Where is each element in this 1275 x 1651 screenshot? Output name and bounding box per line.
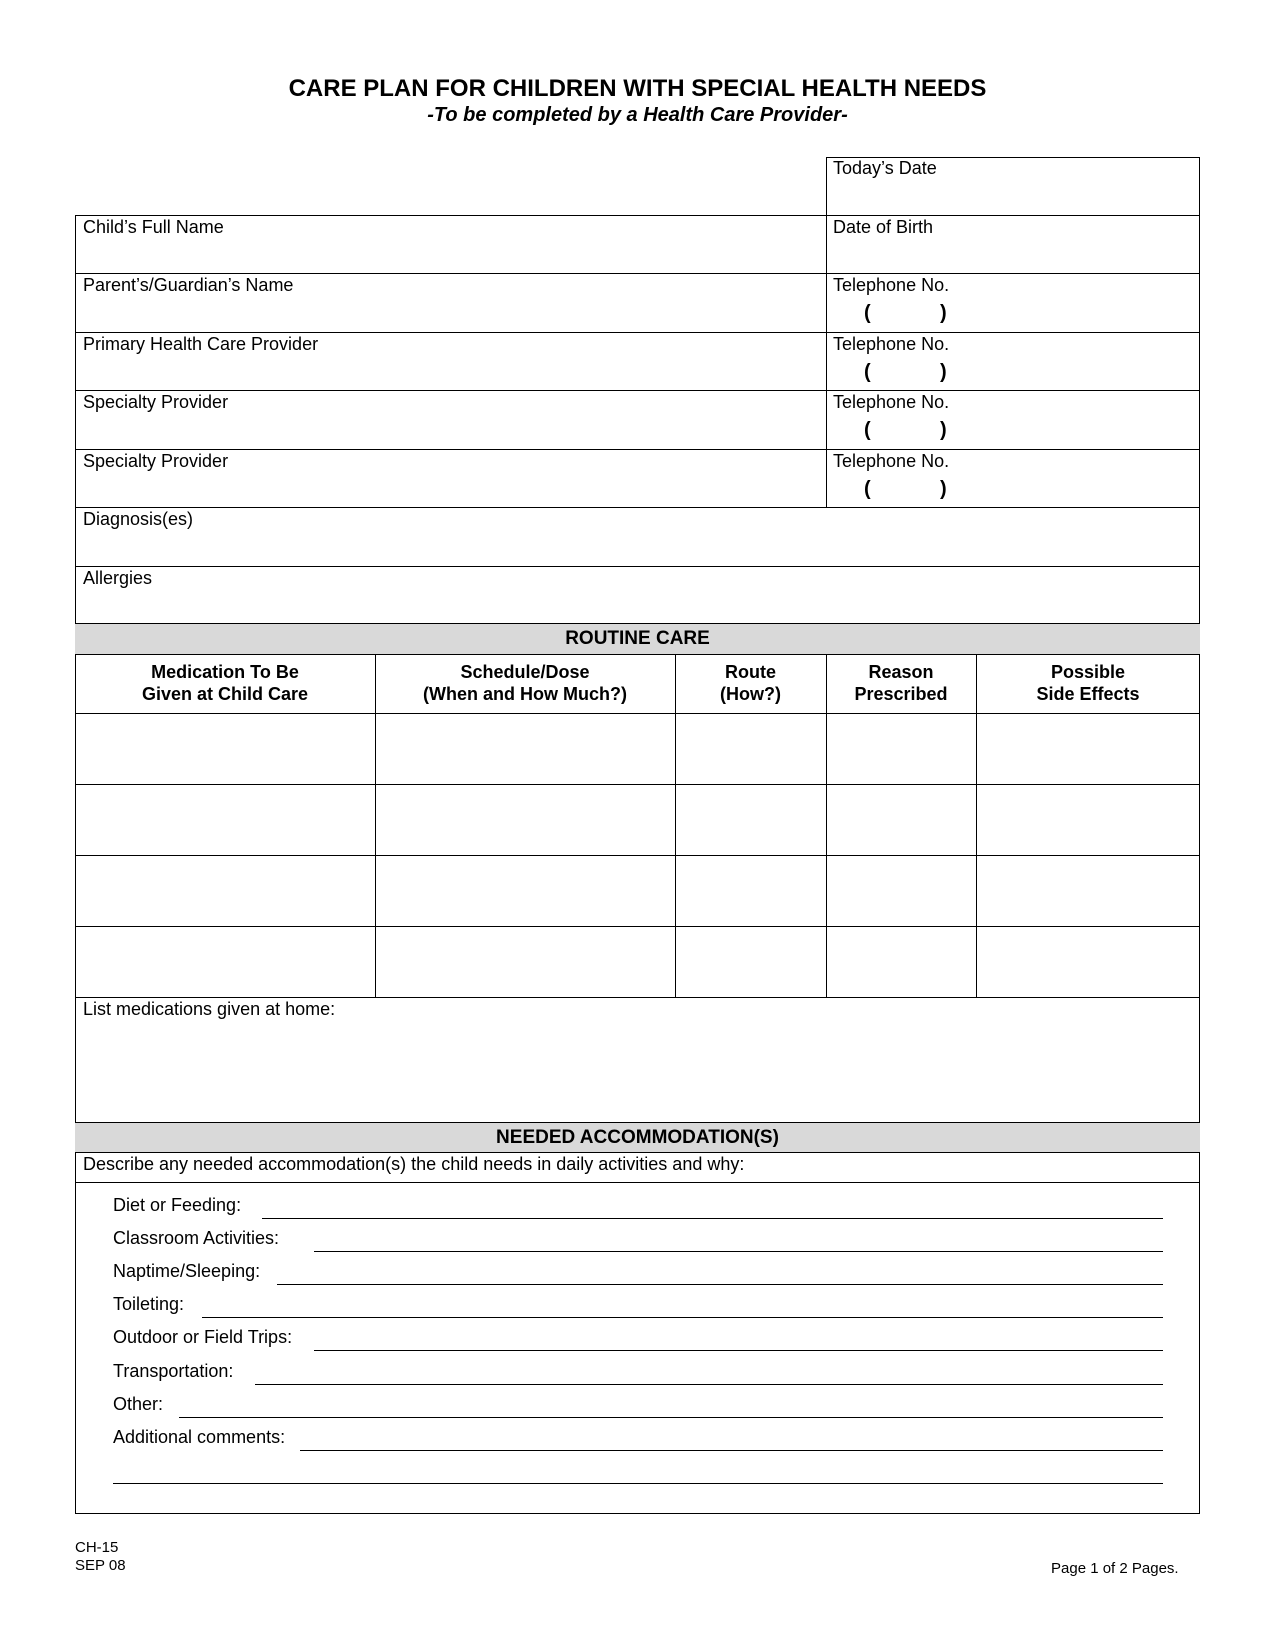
paren-open: ( bbox=[864, 419, 871, 441]
accommodations-intro: Describe any needed accommodation(s) the child needs in daily activities and why: bbox=[83, 1154, 745, 1174]
medication-table bbox=[75, 654, 1200, 998]
paren-close: ) bbox=[940, 361, 947, 383]
paren-open: ( bbox=[864, 302, 871, 324]
classroom-activities-line[interactable] bbox=[314, 1251, 1163, 1252]
table-divider bbox=[375, 654, 376, 998]
paren-open: ( bbox=[864, 361, 871, 383]
other-label: Other: bbox=[113, 1394, 164, 1414]
form-title: CARE PLAN FOR CHILDREN WITH SPECIAL HEALTH NEEDS bbox=[288, 75, 987, 102]
specialty-provider-2-telephone-label: Telephone No. bbox=[833, 451, 950, 471]
intro-divider bbox=[75, 1182, 1200, 1183]
outdoor-field-trips-line[interactable] bbox=[314, 1350, 1163, 1351]
diagnoses-field[interactable]: Diagnosis(es) bbox=[83, 509, 194, 529]
diet-feeding-line[interactable] bbox=[262, 1218, 1163, 1219]
additional-comments-line[interactable] bbox=[300, 1450, 1163, 1451]
primary-provider-telephone-label: Telephone No. bbox=[833, 334, 950, 354]
table-divider bbox=[675, 654, 676, 998]
naptime-sleeping-line[interactable] bbox=[277, 1284, 1163, 1285]
childs-name-field[interactable]: Child’s Full Name bbox=[83, 217, 224, 237]
diet-feeding-label: Diet or Feeding: bbox=[113, 1195, 242, 1215]
grid-divider bbox=[826, 215, 827, 507]
additional-comments-line-2[interactable] bbox=[113, 1483, 1163, 1484]
other-line[interactable] bbox=[179, 1417, 1163, 1418]
grid-line bbox=[75, 566, 1200, 567]
classroom-activities-label: Classroom Activities: bbox=[113, 1228, 280, 1248]
table-divider bbox=[976, 654, 977, 998]
paren-close: ) bbox=[940, 478, 947, 500]
grid-line bbox=[75, 449, 1200, 450]
column-header-reason: Reason Prescribed bbox=[854, 662, 948, 704]
primary-provider-field[interactable]: Primary Health Care Provider bbox=[83, 334, 319, 354]
column-header-side-effects: Possible Side Effects bbox=[1036, 662, 1140, 704]
table-line bbox=[75, 855, 1200, 856]
table-line bbox=[75, 784, 1200, 785]
toileting-label: Toileting: bbox=[113, 1294, 185, 1314]
date-of-birth-field[interactable]: Date of Birth bbox=[833, 217, 934, 237]
form-code: CH-15 bbox=[75, 1539, 119, 1556]
paren-close: ) bbox=[940, 419, 947, 441]
page-number: Page 1 of 2 Pages. bbox=[1051, 1560, 1179, 1577]
form-revision: SEP 08 bbox=[75, 1557, 126, 1574]
specialty-provider-2-field[interactable]: Specialty Provider bbox=[83, 451, 229, 471]
additional-comments-label: Additional comments: bbox=[113, 1427, 286, 1447]
parent-name-field[interactable]: Parent’s/Guardian’s Name bbox=[83, 275, 294, 295]
allergies-field[interactable]: Allergies bbox=[83, 568, 153, 588]
grid-line bbox=[75, 332, 1200, 333]
table-divider bbox=[826, 654, 827, 998]
parent-telephone-label: Telephone No. bbox=[833, 275, 950, 295]
table-line bbox=[75, 926, 1200, 927]
transportation-line[interactable] bbox=[255, 1384, 1163, 1385]
transportation-label: Transportation: bbox=[113, 1361, 234, 1381]
form-subtitle: -To be completed by a Health Care Provider- bbox=[427, 104, 848, 126]
home-medications-label: List medications given at home: bbox=[83, 999, 336, 1019]
accommodations-heading: NEEDED ACCOMMODATION(S) bbox=[75, 1122, 1200, 1153]
paren-open: ( bbox=[864, 478, 871, 500]
column-header-schedule-dose: Schedule/Dose (When and How Much?) bbox=[423, 662, 627, 704]
paren-close: ) bbox=[940, 302, 947, 324]
column-header-medication: Medication To Be Given at Child Care bbox=[141, 662, 309, 704]
grid-line bbox=[75, 273, 1200, 274]
grid-line bbox=[75, 507, 1200, 508]
toileting-line[interactable] bbox=[202, 1317, 1163, 1318]
table-line bbox=[75, 713, 1200, 714]
outdoor-field-trips-label: Outdoor or Field Trips: bbox=[113, 1327, 293, 1347]
specialty-provider-1-telephone-label: Telephone No. bbox=[833, 392, 950, 412]
routine-care-heading: ROUTINE CARE bbox=[75, 623, 1200, 655]
column-header-route: Route (How?) bbox=[720, 662, 781, 704]
grid-line bbox=[75, 390, 1200, 391]
todays-date-label: Today’s Date bbox=[833, 158, 937, 178]
naptime-sleeping-label: Naptime/Sleeping: bbox=[113, 1261, 261, 1281]
specialty-provider-1-field[interactable]: Specialty Provider bbox=[83, 392, 229, 412]
